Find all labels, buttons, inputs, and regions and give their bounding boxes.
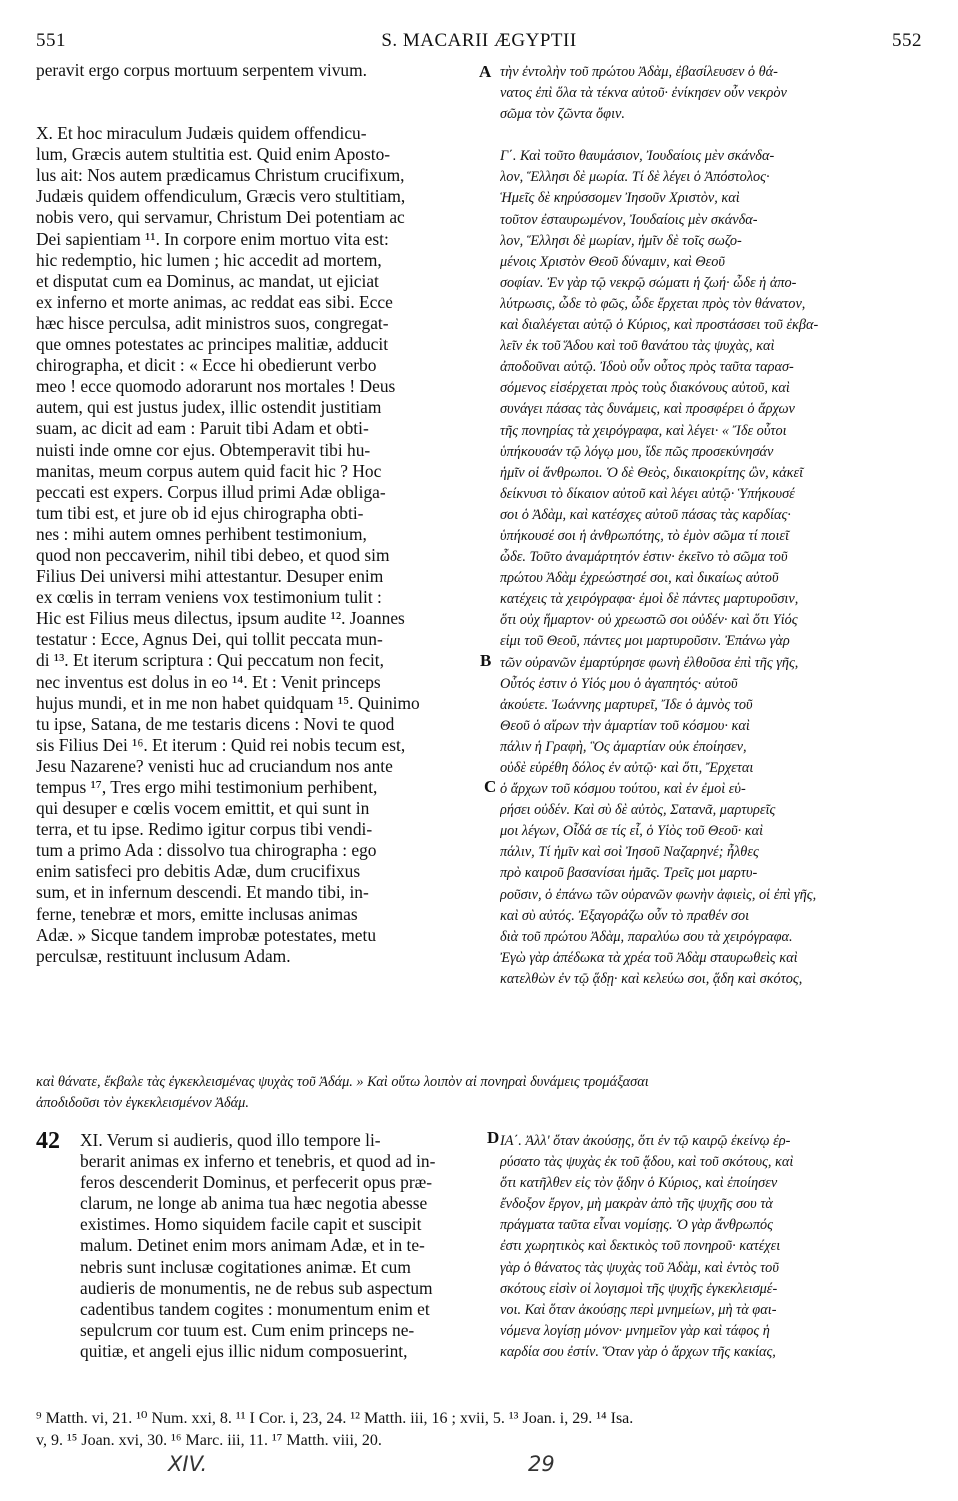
text-line: ἡμῖν οἱ ἄνθρωποι. Ὁ δὲ Θεὸς, δικαιοκρίτης ὢν, κἀκεῖ — [500, 464, 804, 481]
greek-block-1 — [500, 62, 928, 125]
right-page-number: 552 — [892, 30, 922, 51]
text-line: terra, et tu ipse. Redimo igitur corpus tibi vendi- — [36, 819, 373, 840]
text-line: ὧδε. Τοῦτο ἀναμάρτητόν ἐστιν· ἐκεῖνο τὸ σῶμα τοῦ — [500, 549, 788, 566]
text-line: ἀποδοῦναι αὐτῷ. Ἰδοὺ οὖν οὗτος πρὸς ταῦτα ταρασ- — [500, 359, 794, 376]
footnotes — [36, 1408, 926, 1452]
text-line: que omnes potestates ac principes malitiæ, adducit — [36, 334, 389, 355]
text-line: clarum, ne longe ab anima tua hæc negotia abesse — [80, 1193, 428, 1214]
text-line: lus ait: Nos autem prædicamus Christum crucifixum, — [36, 165, 405, 186]
text-line: ροῦσιν, ὁ ἐπάνω τῶν οὐρανῶν φωνὴν ἀφιεὶς, οἱ ἐπὶ γῆς, — [500, 886, 817, 903]
text-line: quod non peccaverim, nihil tibi debeo, et quod sim — [36, 544, 390, 565]
text-line: audieris de monumentis, ne de rebus sub aspectum — [80, 1277, 433, 1298]
text-line: τοῦτον ἐσταυρωμένον, Ἰουδαίοις μὲν σκάνδα- — [500, 211, 758, 228]
greek-block-2 — [500, 146, 928, 990]
text-line: berarit animas ex inferno et tenebris, et quod ad in- — [80, 1151, 436, 1172]
text-line: ὅτι κατῆλθεν εἰς τὸν ᾅδην ὁ Κύριος, καὶ ἐποίησεν — [500, 1175, 778, 1192]
greek-block-3 — [500, 1131, 928, 1363]
text-line: λον, Ἕλλησι δὲ μωρίαν, ἡμῖν δὲ τοῖς σωζο- — [500, 232, 742, 249]
latin-column — [36, 60, 496, 967]
text-line: πρὸ καιροῦ βασανίσαι ἡμᾶς. Τρεῖς μοι μαρτυ- — [500, 865, 758, 882]
text-line: λεῖν ἐκ τοῦ Ἅδου καὶ τοῦ θανάτου τὰς ψυχὰς, καὶ — [500, 338, 775, 355]
text-line: ex inferno et morte animas, ac reddat eas sibi. Ecce — [36, 291, 393, 312]
text-line: πάλιν ἡ Γραφὴ, Ὃς ἁμαρτίαν οὐκ ἐποίησεν, — [500, 738, 747, 755]
footnote-line: ⁹ Matth. vi, 21. ¹⁰ Num. xxi, 8. ¹¹ I Cor. i, 23, 24. ¹² Matth. iii, 16 ; xvii, 5. ¹³ Joan. i, 29. ¹⁴ Isa. — [36, 1410, 634, 1427]
bridge-line: ἀποδιδοῦσι τὸν ἐγκεκλεισμένον Ἀδάμ. — [36, 1095, 249, 1111]
text-line: πρώτου Ἀδὰμ ἐχρεώστησέ σοι, καὶ δικαίως αὐτοῦ — [500, 570, 779, 587]
text-line: ὑπήκουσέ σοι ἡ ἀνθρωπότης, τὸ ἐμὸν σῶμα τί ποιεῖ — [500, 527, 790, 544]
text-line: existimes. Homo siquidem facile capit et suscipit — [80, 1214, 422, 1235]
text-line: tu ipse, Satana, de me testaris dicens : Novi te quod — [36, 713, 395, 734]
text-line: quitiæ, et angeli ejus illic nidum composuerint, — [80, 1340, 408, 1361]
text-line: νοι. Καὶ ὅταν ἀκούσῃς περὶ μνημείων, μὴ τὰ φαι- — [500, 1301, 777, 1318]
section-number: 42 — [36, 1128, 60, 1154]
text-line: peravit ergo corpus mortuum serpentem vivum. — [36, 60, 367, 80]
text-line: qui desuper e cœlis vocem emittit, et qui sunt in — [36, 798, 370, 819]
text-line: manitas, meum corpus autem quid facit hic ? Hoc — [36, 460, 382, 481]
text-line: malum. Detinet enim mors animam Adæ, et in te- — [80, 1235, 425, 1256]
text-line: meo ! ecce quomodo adorarunt nos mortales ! Deus — [36, 376, 396, 397]
running-title: S. MACARII ÆGYPTII — [381, 30, 577, 51]
latin-section-xi — [80, 1130, 496, 1362]
bridge-line: καὶ θάνατε, ἔκβαλε τὰς ἐγκεκλεισμένας ψυχὰς τοῦ Ἀδάμ. » Καὶ οὕτω λοιπὸν αἱ πονηραὶ δυνάμεις τρομάξασαι — [36, 1074, 649, 1090]
text-line: σκότους εἰσὶν οἱ λογισμοὶ τῆς ψυχῆς ἐγκεκλεισμέ- — [500, 1280, 778, 1297]
text-line: di ¹³. Et iterum scriptura : Qui peccatum non fecit, — [36, 650, 384, 671]
text-line: autem, qui est justus judex, illic ostendit justitiam — [36, 397, 382, 418]
text-line: τῶν οὐρανῶν ἐμαρτύρησε φωνὴ ἐλθοῦσα ἐπὶ τῆς γῆς, — [500, 654, 799, 671]
text-line: γὰρ ὁ θάνατος τὰς ψυχὰς τοῦ Ἀδὰμ, καὶ ἐντὸς τοῦ — [500, 1259, 779, 1276]
text-line: τῆς πονηρίας τὰ χειρόγραφα, καὶ λέγει· « Ἴδε οὗτοι — [500, 422, 787, 439]
text-line: διὰ τοῦ πρώτου Ἀδὰμ, παραλύω σου τὰ χειρόγραφα. — [500, 928, 793, 945]
text-line: hujus mundi, et in me non habet quidquam ¹⁵. Quinimo — [36, 692, 420, 713]
text-line: ρύσατο τὰς ψυχὰς ἐκ τοῦ ᾅδου, καὶ τοῦ σκότους, καὶ — [500, 1154, 794, 1171]
text-line: εἰμι τοῦ Θεοῦ, πάντες μοι μαρτυροῦσιν. Ἐπάνω γὰρ — [500, 633, 790, 650]
text-line: cadentibus tandem cogites : monumentum enim et — [80, 1298, 430, 1319]
text-line: σοφίαν. Ἐν γὰρ τῷ νεκρῷ σώματι ἡ ζωή· ὧδε ἡ ἀπο- — [500, 274, 797, 291]
text-line: συνάγει πάσας τὰς δυνάμεις, καὶ προσφέρει ὁ ἄρχων — [500, 401, 795, 418]
text-line: Γ΄. Καὶ τοῦτο θαυμάσιον, Ἰουδαίοις μὲν σκάνδα- — [500, 148, 775, 165]
margin-letter-b: B — [480, 651, 492, 670]
latin-block-3 — [80, 1130, 496, 1362]
text-line: Ἐγὼ γὰρ ἀπέδωκα τὰ χρέα τοῦ Ἀδὰμ σταυρωθεὶς καὶ — [500, 949, 798, 966]
text-line: nuisti inde omne cor ejus. Obtemperavit tibi hu- — [36, 439, 371, 460]
greek-bridge-lines — [36, 1072, 926, 1114]
text-line: hæc hisce perculsa, adit ministros suos, congregat- — [36, 312, 389, 333]
text-line: ρήσει οὐδέν. Καὶ σὺ δὲ αὐτὸς, Σατανᾶ, μαρτυρεῖς — [500, 802, 776, 819]
text-line: nes : mihi autem omnes perhibent testimonium, — [36, 523, 367, 544]
text-line: peccati est expers. Corpus illud primi Adæ obliga- — [36, 481, 386, 502]
handwritten-annotation-left: XIV. — [168, 1452, 208, 1476]
text-line: sepulcrum cor tuum est. Cum enim princeps ne- — [80, 1319, 415, 1340]
text-line: lum, Græcis autem stultitia est. Quid enim Aposto- — [36, 144, 391, 165]
text-line: κατελθὼν ἐν τῷ ᾅδῃ· καὶ κελεύω σοι, ᾅδη καὶ σκότος, — [500, 970, 803, 987]
text-line: ex cœlis in terram veniens vox testimonium tulit : — [36, 587, 382, 608]
text-line: perculsæ, restituunt inclusum Adam. — [36, 945, 291, 966]
text-line: τὴν ἐντολὴν τοῦ πρώτου Ἀδὰμ, ἐβασίλευσεν ὁ θά- — [500, 64, 778, 80]
text-line: Jesu Nazarene? venisti huc ad cruciandum nos ante — [36, 755, 393, 776]
text-line: enim satisfeci pro debitis Adæ, dum crucifixus — [36, 861, 361, 882]
greek-section-ia — [500, 1131, 928, 1363]
text-line: ὁ ἄρχων τοῦ κόσμου τούτου, καὶ ἐν ἐμοὶ εὑ- — [500, 781, 746, 798]
text-line: ὑπήκουσάν τῷ λόγῳ μου, ἴδε πῶς προσεκύνησάν — [500, 443, 774, 460]
text-line: nobis vero, qui servamur, Christum Dei potentiam ac — [36, 207, 405, 228]
text-line: νατος ἐπὶ ὅλα τὰ τέκνα αὐτοῦ· ἐνίκησεν οὖν νεκρὸν — [500, 85, 787, 102]
text-line: ferne, tenebræ et mors, emitte inclusas animas — [36, 903, 358, 924]
text-line: Οὗτός ἐστιν ὁ Υἱός μου ὁ ἀγαπητός· αὐτοῦ — [500, 675, 738, 692]
text-line: πράγματα ταῦτα εἶναι νομίσῃς. Ὁ γὰρ ἄνθρωπός — [500, 1217, 773, 1234]
text-line: ἐστι χωρητικὸς καὶ δεκτικὸς τοῦ πονηροῦ· κατέχει — [500, 1238, 781, 1255]
text-line: καὶ σὺ αὐτός. Ἐξαγοράζω οὖν τὸ πραθέν σοι — [500, 907, 750, 924]
text-line: et disputat cum ea Dominus, ac mandat, ut ejiciat — [36, 270, 379, 291]
text-line: σοι ὁ Ἀδὰμ, καὶ κατέσχες αὐτοῦ πάσας τὰς καρδίας· — [500, 506, 791, 523]
text-line: chirographa, et dicit : « Ecce hi obedierunt verbo — [36, 355, 377, 376]
text-line: μοι λέγων, Οἶδά σε τίς εἶ, ὁ Υἱὸς τοῦ Θεοῦ· καὶ — [500, 823, 764, 840]
latin-block-2 — [36, 123, 496, 967]
latin-block-1 — [36, 60, 496, 81]
text-line: testatur : Ecce, Agnus Dei, qui tollit peccata mun- — [36, 629, 383, 650]
text-line: X. Et hoc miraculum Judæis quidem offendicu- — [36, 123, 367, 144]
text-line: ὅτι οὐχ ἥμαρτον· οὐ χρεωστῶ σοι οὐδέν· καὶ ὅτι Υἱός — [500, 612, 798, 629]
text-line: σῶμα τὸν ζῶντα ὄφιν. — [500, 106, 625, 123]
text-line: tum tibi est, et jure ob id ejus chirographa obti- — [36, 502, 364, 523]
text-line: XI. Verum si audieris, quod illo tempore li- — [80, 1130, 381, 1150]
text-line: Ἡμεῖς δὲ κηρύσσομεν Ἰησοῦν Χριστὸν, καὶ — [500, 190, 740, 207]
greek-column — [500, 62, 928, 990]
text-line: Judæis quidem offendiculum, Græcis vero stultitiam, — [36, 186, 406, 207]
footnote-line: v, 9. ¹⁵ Joan. xvi, 30. ¹⁶ Marc. iii, 11. ¹⁷ Matth. viii, 20. — [36, 1432, 382, 1449]
text-line: Adæ. » Sicque tandem improbæ potestates, metu — [36, 924, 377, 945]
text-line: λύτρωσις, ὧδε τὸ φῶς, ὧδε ἔρχεται πρὸς τὸν θάνατον, — [500, 295, 806, 312]
text-line: ἀκούετε. Ἰωάννης μαρτυρεῖ, Ἴδε ὁ ἀμνὸς τοῦ — [500, 696, 753, 713]
margin-letter-a: A — [479, 62, 492, 81]
text-line: tempus ¹⁷, Tres ergo mihi testimonium perhibent, — [36, 777, 378, 797]
text-line: μένοις Χριστὸν Θεοῦ δύναμιν, καὶ Θεοῦ — [500, 253, 725, 270]
text-line: λον, Ἕλλησι δὲ μωρία. Τί δὲ λέγει ὁ Ἀπόστολος· — [500, 169, 770, 186]
left-page-number: 551 — [36, 30, 66, 51]
text-line: σόμενος εἰσέρχεται πρὸς τοὺς διακόνους αὐτοῦ, καὶ — [500, 380, 790, 397]
text-line: κατέχεις τὰ χειρόγραφα· ἐμοὶ δὲ πάντες μαρτυροῦσιν, — [500, 591, 799, 608]
handwritten-annotation-center: 29 — [528, 1452, 555, 1476]
text-line: nebris sunt inclusæ cogitationes animæ. Et cum — [80, 1256, 411, 1277]
text-line: καρδία σου ἐστίν. Ὅταν γὰρ ὁ ἄρχων τῆς κακίας, — [500, 1343, 776, 1360]
text-line: καὶ διαλέγεται αὐτῷ ὁ Κύριος, καὶ προστάσσει τοῦ ἐκβα- — [500, 317, 819, 334]
text-line: οὐδὲ εὑρέθη δόλος ἐν αὐτῷ· καὶ ὅτι, Ἔρχεται — [500, 760, 754, 776]
text-line: tum a primo Ada : dissolvo tua chirographa : ego — [36, 840, 377, 861]
text-line: ἔνδοξον ἔργον, μὴ μακρὰν ἀπὸ τῆς ψυχῆς σου τὰ — [500, 1196, 773, 1213]
text-line: feros descenderit Dominus, et perfecerit opus præ- — [80, 1172, 433, 1193]
text-line: sum, et in infernum descendi. Et mando tibi, in- — [36, 882, 369, 903]
text-line: sis Filius Dei ¹⁶. Et iterum : Quid rei nobis tecum est, — [36, 734, 406, 755]
text-line: δείκνυσι τὸ δίκαιον αὐτοῦ καὶ λέγει αὐτῷ· Ὑπήκουσέ — [500, 485, 795, 502]
text-line: νόμενα λογίσῃ μόνον· μνημεῖον γὰρ καὶ τάφος ἡ — [500, 1322, 770, 1339]
text-line: Hic est Filius meus dilectus, ipsum audite ¹². Joannes — [36, 608, 405, 629]
text-line: hic redemptio, hic lumen ; hic accedit ad mortem, — [36, 249, 382, 270]
margin-letter-d: D — [487, 1128, 500, 1147]
margin-letter-c: C — [484, 777, 497, 796]
text-line: nec inventus est dolus in eo ¹⁴. Et : Venit princeps — [36, 671, 381, 692]
text-line: πάλιν, Τί ἡμῖν καὶ σοὶ Ἰησοῦ Ναζαρηνέ; ἦλθες — [500, 844, 759, 861]
text-line: Filius Dei universi mihi attestantur. Desuper enim — [36, 566, 384, 587]
text-line: ΙΑ΄. Ἀλλ' ὅταν ἀκούσῃς, ὅτι ἐν τῷ καιρῷ ἐκείνῳ ἐρ- — [500, 1133, 791, 1149]
text-line: Dei sapientiam ¹¹. In corpore enim mortuo vita est: — [36, 228, 389, 249]
text-line: Θεοῦ ὁ αἴρων τὴν ἁμαρτίαν τοῦ κόσμου· καὶ — [500, 717, 750, 734]
text-line: suam, ac dicit ad eam : Paruit tibi Adam et obti- — [36, 418, 369, 439]
